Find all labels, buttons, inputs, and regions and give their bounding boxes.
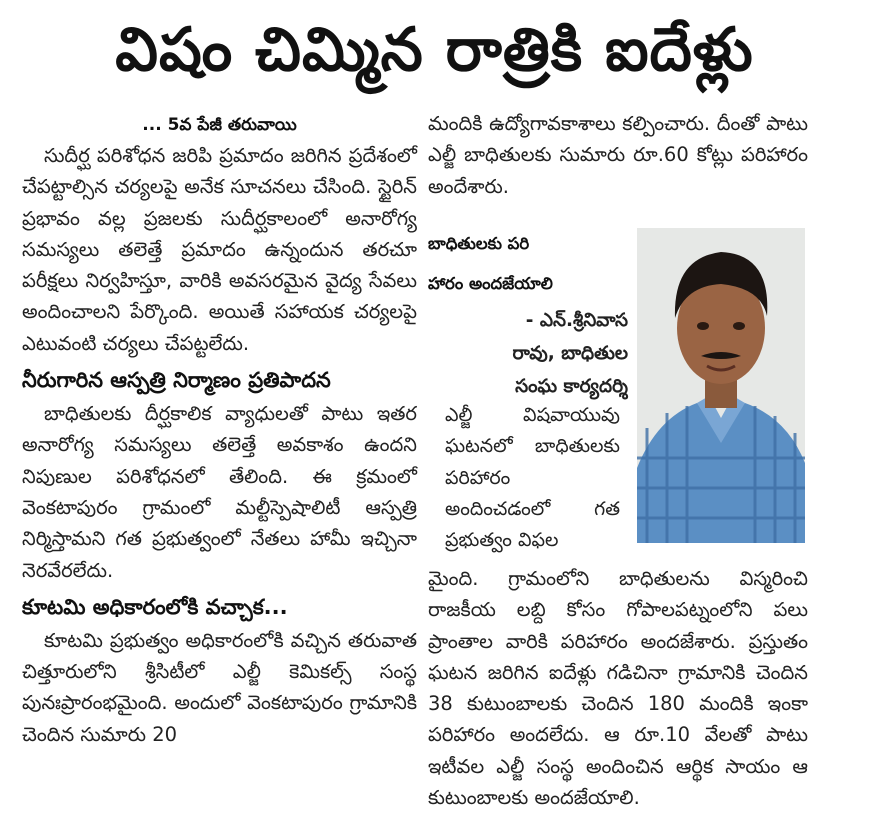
right-paragraph-bottom: మైంది. గ్రామంలోని బాధితులను విస్మరించి రాజకీయ లబ్ది కోసం గోపాలపట్నంలోని పలు ప్రాంతాల వారికి పరిహారం అందజేశారు. ప్రస్తుతం ఘటన జరిగిన ఐదేళ్లు గడిచినా గ్రామానికి చెందిన 38 కుటుంబాలకు చెందిన 180 మందికి ఇంకా పరిహారం అందలేదు. ఆ రూ.10 వేలతో పాటు ఇటీవల ఎల్జీ సంస్థ అందించిన ఆర్థిక సాయం ఆ కుటుంబాలకు అందజేయాలి. <box>428 567 808 810</box>
continuation-note: ... 5వ పేజీ తరువాయి <box>142 115 297 135</box>
subheading-hospital: నీరుగారిన ఆస్పత్రి నిర్మాణం ప్రతిపాదన <box>22 368 331 393</box>
portrait-photo <box>637 228 805 543</box>
quote-attribution-name: - ఎన్.శ్రీనివాస <box>525 310 628 331</box>
right-paragraph-narrow: ఎల్జీ విషవాయువు ఘటనలో బాధితులకు పరిహారం అందించడంలో గత ప్రభుత్వం విఫల <box>445 404 620 552</box>
left-paragraph-2: బాధితులకు దీర్ఘకాలిక వ్యాధులతో పాటు ఇతర అనారోగ్య సమస్యలు తలెత్తే అవకాశం ఉందని నిపుణుల పరిశోధనలో తేలింది. ఈ క్రమంలో వెంకటాపురం గ్రామంలో మల్టీస్పెషాలిటీ ఆస్పత్రి నిర్మిస్తామని గత ప్రభుత్వంలో నేతలు హామీ ఇచ్చినా నెరవేరలేదు. <box>22 402 417 582</box>
left-paragraph-1: సుదీర్ఘ పరిశోధన జరిపి ప్రమాదం జరిగిన ప్రదేశంలో చేపట్టాల్సిన చర్యలపై అనేక సూచనలు చేసింది. స్టైరిన్ ప్రభావం వల్ల ప్రజలకు సుదీర్ఘకాలంలో అనారోగ్య సమస్యలు తలెత్తే ప్రమాదం ఉన్నందున తరచూ పరీక్షలు నిర్వహిస్తూ, వారికి అవసరమైన వైద్య సేవలు అందించాలని పేర్కొంది. అయితే సహాయక చర్యలపై ఎటువంటి చర్యలు చేపట్టలేదు. <box>22 144 417 355</box>
right-paragraph-top: మందికి ఉద్యోగావకాశాలు కల్పించారు. దీంతో పాటు ఎల్జీ బాధితులకు సుమారు రూ.60 కోట్లు పరిహారం అందేశారు. <box>428 112 808 198</box>
quote-attribution-role: రావు, బాధితుల <box>512 343 628 364</box>
quote-attribution-org: సంఘ కార్యదర్శి <box>515 376 628 397</box>
left-paragraph-3: కూటమి ప్రభుత్వం అధికారంలోకి వచ్చిన తరువాత చిత్తూరులోని శ్రీసిటీలో ఎల్జీ కెమికల్స్ సంస్థ పునఃప్రారంభమైంది. అందులో వెంకటాపురం గ్రామానికి చెందిన సుమారు 20 <box>22 628 417 746</box>
quote-heading-line2: హారం అందజేయాలి <box>428 274 553 293</box>
headline: విషం చిమ్మిన రాత్రికి ఐదేళ్లు <box>115 15 754 85</box>
quote-block <box>428 224 628 403</box>
subheading-coalition: కూటమి అధికారంలోకి వచ్చాక... <box>22 594 288 619</box>
right-column-bottom <box>428 563 808 813</box>
quote-heading-line1: బాధితులకు పరి <box>428 234 530 253</box>
right-column-top <box>428 108 808 202</box>
left-column <box>22 108 417 750</box>
right-narrow-column <box>445 400 620 556</box>
